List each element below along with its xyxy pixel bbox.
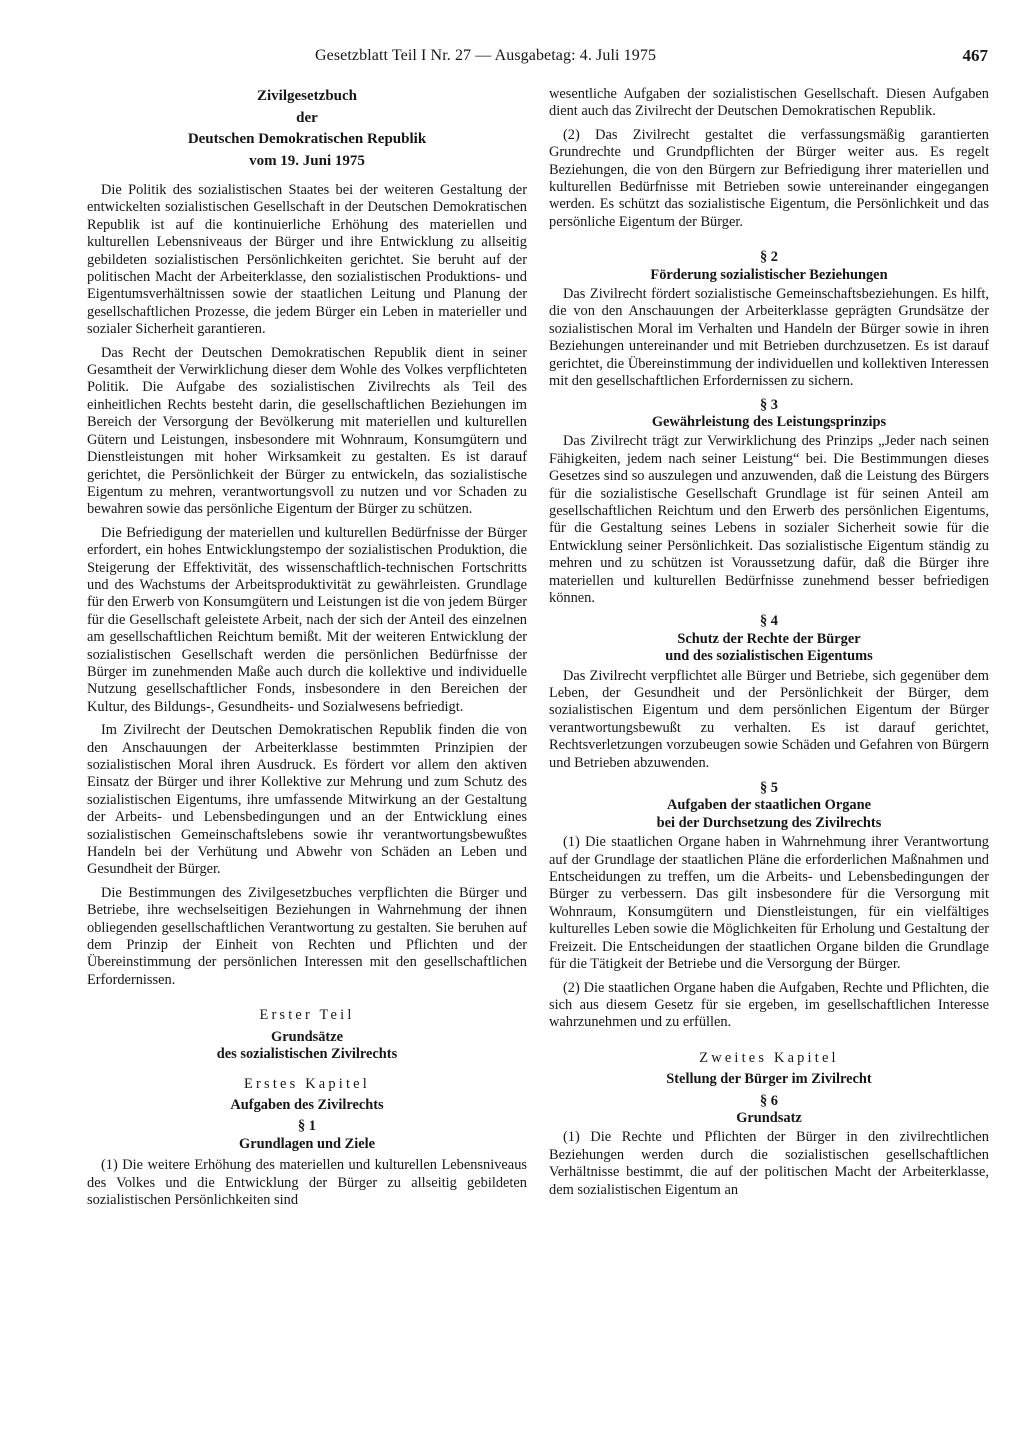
section-title: Förderung sozialistischer Beziehungen (650, 266, 888, 283)
law-title-line: Zivilgesetzbuch (257, 88, 357, 104)
section-paragraph: (2) Die staatlichen Organe haben die Aufgaben, Rechte und Pflichten, die sich aus diesem Gesetz für sie ergeben, im gesellschaftlichen Interesse wahrzunehmen und zu erfüllen. (549, 979, 989, 1031)
section-paragraph: (2) Das Zivilrecht gestaltet die verfassungsmäßig garantierten Grundrechte und Grundpflichten der Bürger weiter aus. Es regelt Beziehungen, die von den Bürgern zur Befriedigung ihrer materiellen und kulturellen Bedürfnisse mit Betrieben sowie untereinander eingegangen werden. Es schützt das sozialistische Eigentum, die Persönlichkeit und das persönliche Eigentum der Bürger. (549, 126, 989, 230)
section-paragraph: (1) Die Rechte und Pflichten der Bürger in den zivilrechtlichen Beziehungen werden durch die sozialistischen gesellschaftlichen Verhältnisse bestimmt, die auf der politischen Macht der Arbeiterklasse, dem sozialistischen Eigentum an (549, 1129, 989, 1198)
section-title: Gewährleistung des Leistungsprinzips (651, 413, 887, 430)
page-number: 467 (962, 46, 988, 65)
section-number: § 5 (760, 780, 778, 797)
preamble-paragraph: Die Politik des sozialistischen Staates bei der weiteren Gestaltung der entwickelten sozialistischen Gesellschaft in der Deutschen Demokratischen Republik ist auf die kontinuierliche Erhöhung des materiellen und kulturellen Lebensniveaus der Bürger und ihre Entwicklung zu allseitig gebildeten sozialistischen Persönlichkeiten gerichtet. Sie beruht auf der politischen Macht der Arbeiterklasse, den sozialistischen Produktions- und Eigentumsverhältnissen sowie der staatlichen Leitung und Planung der gesellschaftlichen Prozesse, die jedem Bürger ein Leben in materieller und sozialer Sicherheit garantieren. (87, 182, 527, 338)
section-paragraph: (1) Die staatlichen Organe haben in Wahrnehmung ihrer Verantwortung auf der Grundlage der staatlichen Pläne die erforderlichen Maßnahmen und Entscheidungen zu treffen, um die Arbeits- und Lebensbedingungen der Bürger zu verbessern. Das gilt insbesondere für die Versorgung mit Wohnraum, Konsumgütern und Dienstleistungen, für ein vielfältiges kulturelles Leben sowie die Möglichkeiten für Erholung und Gestaltung der Freizeit. Die Entscheidungen der staatlichen Organe bilden die Grundlage für die Tätigkeit der Betriebe und die Versorgung der Bürger. (549, 834, 989, 973)
section-title: bei der Durchsetzung des Zivilrechts (656, 814, 882, 831)
section-number: § 1 (298, 1118, 316, 1135)
preamble-paragraph: Die Bestimmungen des Zivilgesetzbuches verpflichten die Bürger und Betriebe, ihre wechselseitigen Beziehungen in Wahrnehmung der ihnen obliegenden gesellschaftlichen Verantwortung zu gestalten. Sie beruhen auf dem Prinzip der Einheit von Rechten und Pflichten und der Übereinstimmung der persönlichen Interessen mit den gesellschaftlichen Erfordernissen. (87, 884, 527, 988)
law-title-line: der (296, 109, 318, 126)
law-title-line: Deutschen Demokratischen Republik (187, 131, 427, 147)
section-title: und des sozialistischen Eigentums (665, 648, 873, 665)
chapter-title: Stellung der Bürger im Zivilrecht (666, 1071, 872, 1088)
section-paragraph: (1) Die weitere Erhöhung des materiellen und kulturellen Lebensniveaus des Volkes und die Entwicklung der Bürger zu allseitig gebildeten sozialistischen Persönlichkeiten sind (87, 1157, 527, 1208)
section-title: Aufgaben der staatlichen Organe (667, 797, 871, 814)
section-title: Grundsatz (736, 1109, 802, 1126)
section-paragraph: wesentliche Aufgaben der sozialistischen Gesellschaft. Diesen Aufgaben dient auch das Zivilrecht der Deutschen Demokratischen Republik. (549, 86, 989, 120)
law-title (87, 86, 527, 172)
running-header (315, 44, 990, 68)
chapter-title: Aufgaben des Zivilrechts (230, 1096, 384, 1113)
section-paragraph: Das Zivilrecht fördert sozialistische Gemeinschaftsbeziehungen. Es hilft, die von den Anschauungen der Arbeiterklasse geprägten Grundsätze der sozialistischen Moral im Verhalten und Handeln der Bürger sowie in ihren Beziehungen untereinander und mit Betrieben durchzusetzen. Es ist darauf gerichtet, die Übereinstimmung der individuellen und kollektiven Interessen mit den gesellschaftlichen Erfordernissen zu sichern. (549, 286, 989, 390)
law-title-line: vom 19. Juni 1975 (249, 152, 365, 169)
part-title: des sozialistischen Zivilrechts (216, 1046, 398, 1063)
part-title: Grundsätze (271, 1028, 343, 1045)
section-number: § 4 (760, 613, 778, 630)
section-paragraph: Das Zivilrecht verpflichtet alle Bürger und Betriebe, sich gegenüber dem Leben, der Gesundheit und der Persönlichkeit der Bürger, dem sozialistischen Eigentum und dem persönlichen Eigentum der Bürger verantwortungsbewußt zu verhalten. Es ist darauf gerichtet, Rechtsverletzungen vorzubeugen sowie Schäden und Gefahren von Bürgern und Betrieben abzuwenden. (549, 667, 989, 771)
running-title: Gesetzblatt Teil I Nr. 27 — Ausgabetag: 4. Juli 1975 (315, 47, 657, 64)
section-paragraph: Das Zivilrecht trägt zur Verwirklichung des Prinzips „Jeder nach seinen Fähigkeiten, jedem nach seiner Leistung“ bei. Die Bestimmungen dieses Gesetzes sind so auszulegen und anzuwenden, daß die Leistung des Bürgers für die sozialistische Gesellschaft Grundlage ist für seinen Anteil am gesellschaftlichen Reichtum und den Erwerb des persönlichen Eigentums, für die Gestaltung seines Lebens in sozialer Sicherheit sowie für die Entwicklung seiner Persönlichkeit. Das sozialistische Eigentum ständig zu mehren und zu schützen ist Voraussetzung dafür, daß die Bürger ihre materiellen und kulturellen Bedürfnisse zunehmend besser befriedigen können. (549, 433, 989, 606)
preamble-paragraph: Im Zivilrecht der Deutschen Demokratischen Republik finden die von den Anschauungen der Arbeiterklasse bestimmten Prinzipien der sozialistischen Moral ihren Ausdruck. Es fördert vor allem den aktiven Einsatz der Bürger und ihrer Kollektive zur Mehrung und zum Schutz des sozialistischen Eigentums, ihre umfassende Mitwirkung an der Gestaltung der Arbeits- und Lebensbedingungen und an der Entwicklung eines sozialistischen Gemeinschaftslebens sowie ihr verantwortungsbewußtes Handeln bei der Verhütung und Abwehr von Schäden an Leben und Gesundheit der Bürger. (87, 722, 527, 878)
section-number: § 6 (760, 1092, 778, 1109)
right-column (549, 86, 989, 1205)
section-title: Grundlagen und Ziele (239, 1135, 375, 1152)
section-number: § 2 (760, 249, 778, 266)
section-number: § 3 (760, 396, 778, 413)
section-title: Schutz der Rechte der Bürger (677, 630, 861, 647)
preamble-paragraph: Das Recht der Deutschen Demokratischen Republik dient in seiner Gesamtheit der Verwirklichung dieser dem Wohle des Volkes verpflichteten Politik. Die Aufgabe des sozialistischen Zivilrechts als Teil des einheitlichen Rechts besteht darin, die gesellschaftlichen Beziehungen im Bereich der Versorgung der Bevölkerung mit materiellen und kulturellen Gütern und Leistungen, insbesondere mit Wohnraum, Konsumgütern und Dienstleistungen mit hoher Wirksamkeit zu gestalten. Es ist darauf gerichtet, die Persönlichkeit der Bürger zu entwickeln, das sozialistische Eigentum zu mehren, verantwortungsvoll zu nutzen und vor Schaden zu bewahren sowie das persönliche Eigentum der Bürger zu schützen. (87, 344, 527, 518)
chapter-heading: Erstes Kapitel (244, 1075, 370, 1092)
left-column (87, 86, 527, 1215)
preamble-paragraph: Die Befriedigung der materiellen und kulturellen Bedürfnisse der Bürger erfordert, ein hohes Entwicklungstempo der sozialistischen Produktion, die Steigerung der Effektivität, des wissenschaftlich-technischen Fortschritts und des Wachstums der Arbeitsproduktivität zu gewährleisten. Grundlage für den Erwerb von Konsumgütern und Leistungen ist die von jedem Bürger für die Gesellschaft geleistete Arbeit, nach der sich der Anteil des einzelnen am gesellschaftlichen Reichtum bemißt. Mit der weiteren Entwicklung der sozialistischen Gesellschaft werden die persönlichen Bedürfnisse der Bürger im zunehmenden Maße auch durch die kollektive und individuelle Nutzung gesellschaftlicher Fonds, insbesondere in den Bereichen der Kultur, des Bildungs-, Gesundheits- und Sozialwesens befriedigt. (87, 524, 527, 715)
part-heading: Erster Teil (259, 1007, 355, 1024)
chapter-heading: Zweites Kapitel (699, 1049, 839, 1066)
